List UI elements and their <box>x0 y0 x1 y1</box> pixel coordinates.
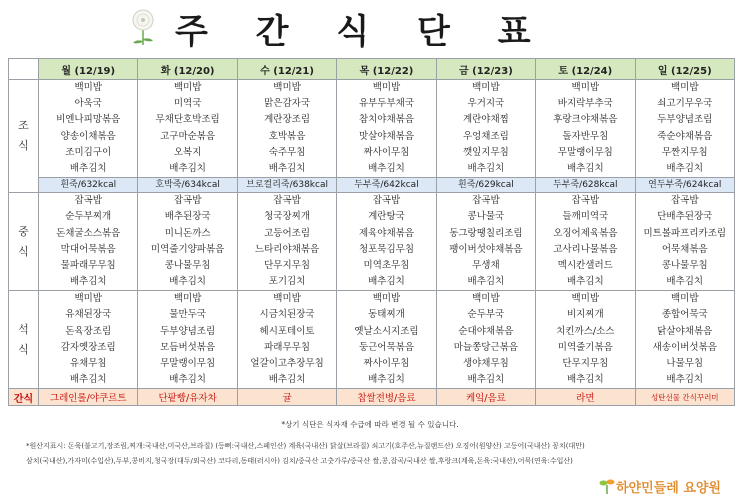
menu-item: 잡곡밥 <box>372 195 401 207</box>
menu-item: 숙주무침 <box>268 146 306 158</box>
menu-item: 무말랭이무침 <box>557 146 613 158</box>
day-header-row <box>9 59 735 80</box>
menu-cell <box>635 193 734 291</box>
menu-item: 느타리야채볶음 <box>254 243 320 255</box>
menu-item: 잡곡밥 <box>571 195 600 207</box>
menu-item: 무생채 <box>472 259 500 271</box>
menu-item: 시금치된장국 <box>259 309 315 321</box>
menu-item: 배추김치 <box>268 374 306 386</box>
menu-item: 막대어묵볶음 <box>60 243 116 255</box>
menu-item: 동그랑땡칠리조림 <box>449 227 523 239</box>
menu-item: 미트볼파프리카조림 <box>643 227 727 239</box>
menu-item: 청포묵김무침 <box>358 243 414 255</box>
menu-item: 미역줄기볶음 <box>557 341 613 353</box>
menu-item: 바지락부추국 <box>557 98 613 110</box>
menu-item: 순대야채볶음 <box>458 325 514 337</box>
menu-item: 양송이채볶음 <box>60 130 116 142</box>
menu-item: 고구마순볶음 <box>160 130 216 142</box>
meal-label-char: 중 <box>18 224 29 238</box>
day-header: 수 (12/21) <box>237 59 336 80</box>
meal-row <box>9 193 735 291</box>
meal-row <box>9 80 735 178</box>
menu-change-notice: *상기 식단은 식자재 수급에 따라 변경 될 수 있습니다. <box>281 420 459 429</box>
menu-item: 백미밥 <box>372 82 401 93</box>
menu-item: 배추김치 <box>69 162 107 174</box>
menu-item: 잡곡밥 <box>273 195 301 207</box>
menu-item: 고등어조림 <box>264 227 310 239</box>
menu-item: 팽이버섯야채볶음 <box>449 243 523 255</box>
menu-item: 맑은감자국 <box>264 98 310 110</box>
menu-item: 돈채굴소스볶음 <box>56 227 121 239</box>
menu-item: 헤시포테이토 <box>259 325 315 337</box>
menu-item: 고사리나물볶음 <box>553 243 618 255</box>
menu-item: 후랑크야채볶음 <box>553 114 618 126</box>
snack-cell: 단팥빵/유자차 <box>138 389 237 406</box>
menu-item: 감자옛장조림 <box>60 341 116 353</box>
menu-item: 무말랭이무침 <box>160 358 216 369</box>
menu-item: 참치야채볶음 <box>358 114 414 126</box>
menu-cell <box>337 193 436 291</box>
menu-item: 비지찌개 <box>566 309 604 321</box>
menu-cell <box>635 291 734 389</box>
menu-item: 백미밥 <box>173 82 202 93</box>
menu-item: 배추김치 <box>169 162 206 174</box>
day-header: 금 (12/23) <box>436 59 535 80</box>
menu-item: 모듬버섯볶음 <box>160 341 216 353</box>
menu-cell <box>337 291 436 389</box>
meal-label-char: 조 <box>18 119 29 133</box>
facility-name: 하얀민들레 요양원 <box>616 481 721 496</box>
menu-item: 옛날소시지조림 <box>354 325 419 337</box>
meal-label <box>9 80 39 193</box>
menu-item: 무채단호박조림 <box>155 114 220 126</box>
menu-cell <box>436 291 535 389</box>
menu-item: 배추김치 <box>368 374 405 386</box>
sprout-icon <box>599 477 615 495</box>
menu-item: 유채된장국 <box>65 309 112 321</box>
porridge-kcal-cell: 두부죽/628kcal <box>536 178 635 193</box>
menu-item: 오복지 <box>173 146 202 158</box>
menu-item: 백미밥 <box>74 82 102 93</box>
menu-cell <box>436 80 535 178</box>
menu-item: 미역초무침 <box>363 259 410 271</box>
menu-item: 죽순야채볶음 <box>657 130 713 142</box>
menu-cell <box>39 80 138 178</box>
facility-logo <box>599 475 739 499</box>
menu-item: 새송이버섯볶음 <box>652 341 717 353</box>
menu-item: 돌자반무침 <box>562 130 609 142</box>
menu-item: 백미밥 <box>173 293 202 305</box>
meal-label <box>9 291 39 389</box>
menu-item: 배추김치 <box>666 162 704 174</box>
menu-item: 잡곡밥 <box>472 195 500 207</box>
page-title: 주 간 식 단 표 <box>175 12 549 52</box>
menu-item: 비엔나피망볶음 <box>56 114 121 126</box>
menu-cell <box>138 193 237 291</box>
menu-cell <box>337 80 436 178</box>
menu-item: 배추김치 <box>169 276 206 288</box>
menu-item: 치킨까스/소스 <box>556 325 615 337</box>
menu-cell <box>536 193 635 291</box>
porridge-kcal-cell: 브로컬리죽/638kcal <box>237 178 336 193</box>
menu-item: 조미김구이 <box>65 146 112 158</box>
snack-cell: 귤 <box>237 389 336 406</box>
menu-item: 단무지무침 <box>264 259 310 271</box>
menu-item: 청국장찌개 <box>264 211 310 223</box>
menu-cell <box>138 80 237 178</box>
menu-cell <box>237 193 336 291</box>
menu-item: 배추김치 <box>169 374 206 386</box>
menu-item: 계란탕국 <box>368 211 405 223</box>
menu-item: 배추김치 <box>69 374 107 386</box>
menu-item: 백미밥 <box>273 293 301 305</box>
corner-cell <box>9 59 39 80</box>
menu-item: 콩나물무침 <box>164 259 211 271</box>
meal-label-char: 식 <box>18 342 29 356</box>
origin-notice-line1: *원산지표시: 돈육(불고기,장조림,찌개:국내산,미국산,브라질) (등뼈:국내산,스페인산) 계육(국내산) 닭살(브라질) 쇠고기(호주산,뉴질랜드산) 오징어(원양산) 고등어(국내산) 꽁치(대만) <box>26 442 585 450</box>
porridge-kcal-cell: 두부죽/642kcal <box>337 178 436 193</box>
menu-item: 단무지무침 <box>562 358 609 369</box>
snack-cell: 성탄선물 간식꾸러미 <box>635 389 734 406</box>
day-header: 화 (12/20) <box>138 59 237 80</box>
menu-item: 콩나물국 <box>467 211 505 223</box>
menu-item: 백미밥 <box>571 293 600 305</box>
menu-item: 동태찌개 <box>368 309 405 321</box>
menu-item: 무짠지무침 <box>661 146 708 158</box>
menu-item: 배추김치 <box>69 276 107 288</box>
menu-item: 두부양념조림 <box>160 325 216 337</box>
menu-item: 유채무침 <box>69 358 107 369</box>
menu-item: 얼갈이고추장무침 <box>250 358 324 369</box>
menu-item: 백미밥 <box>571 82 600 93</box>
menu-item: 계란장조림 <box>264 114 310 126</box>
menu-cell <box>39 291 138 389</box>
snack-label: 간식 <box>9 389 39 406</box>
menu-item: 잡곡밥 <box>74 195 102 207</box>
menu-item: 쇠고기무우국 <box>657 98 713 110</box>
menu-item: 배추김치 <box>268 162 306 174</box>
menu-item: 멕시칸샐러드 <box>557 259 613 271</box>
menu-item: 배추김치 <box>467 374 505 386</box>
snack-cell: 그레인롤/야쿠르트 <box>39 389 138 406</box>
day-header: 월 (12/19) <box>39 59 138 80</box>
menu-item: 배추김치 <box>666 276 704 288</box>
origin-notice-line2: 삼치(국내산),가자미(수입산),두부,콩비지,청국장(대두/외국산) 코다리,동태(러시아) 김치/중국산 고춧가루/중국산 쌀,콩,잡곡/국내산 쌀,후랑크(계육,돈육:국내산),어묵(연육:수입산) <box>26 457 573 465</box>
day-header: 토 (12/24) <box>536 59 635 80</box>
menu-item: 오징어제육볶음 <box>553 227 618 239</box>
menu-item: 배추김치 <box>566 276 604 288</box>
day-header: 목 (12/22) <box>337 59 436 80</box>
menu-item: 배추김치 <box>566 374 604 386</box>
menu-item: 파래무무침 <box>264 341 310 353</box>
menu-item: 어묵채볶음 <box>661 243 708 255</box>
menu-cell <box>536 80 635 178</box>
menu-item: 콩나물무침 <box>661 259 708 271</box>
menu-item: 미역국 <box>173 98 202 110</box>
menu-cell <box>39 193 138 291</box>
porridge-kcal-cell: 흰죽/632kcal <box>39 178 138 193</box>
menu-item: 배추김치 <box>467 162 505 174</box>
menu-cell <box>536 291 635 389</box>
menu-item: 단배추된장국 <box>657 211 713 223</box>
menu-item: 배추된장국 <box>164 211 211 223</box>
menu-item: 백미밥 <box>472 293 500 305</box>
weekly-menu-table <box>8 58 735 406</box>
menu-item: 생야채무침 <box>462 358 509 369</box>
menu-item: 제육야채볶음 <box>358 227 414 239</box>
snack-cell: 라면 <box>536 389 635 406</box>
menu-item: 잡곡밥 <box>671 195 699 207</box>
menu-item: 마늘쫑당근볶음 <box>453 341 519 353</box>
day-header: 일 (12/25) <box>635 59 734 80</box>
dandelion-icon <box>126 9 160 47</box>
snack-row <box>9 389 735 406</box>
menu-item: 미역줄기양파볶음 <box>150 243 225 255</box>
snack-cell: 찹쌀전병/음료 <box>337 389 436 406</box>
menu-item: 순두부국 <box>467 309 505 321</box>
menu-item: 닭살야채볶음 <box>657 325 713 337</box>
menu-item: 우거지국 <box>467 98 505 110</box>
menu-item: 배추김치 <box>467 276 505 288</box>
menu-item: 아욱국 <box>74 98 102 110</box>
porridge-kcal-row <box>9 178 735 193</box>
menu-item: 둥근어묵볶음 <box>358 341 414 353</box>
menu-item: 포기김치 <box>268 276 306 288</box>
menu-item: 우엉채조림 <box>462 130 509 142</box>
menu-cell <box>436 193 535 291</box>
meal-row <box>9 291 735 389</box>
menu-item: 백미밥 <box>74 293 102 305</box>
menu-item: 배추김치 <box>368 276 405 288</box>
menu-item: 물파래무무침 <box>60 259 116 271</box>
meal-label <box>9 193 39 291</box>
menu-item: 종합어묵국 <box>661 309 708 321</box>
snack-cell: 케잌/음료 <box>436 389 535 406</box>
menu-item: 잡곡밥 <box>173 195 202 207</box>
menu-item: 돈육장조림 <box>65 325 112 337</box>
porridge-kcal-cell: 연두부죽/624kcal <box>635 178 734 193</box>
menu-item: 백미밥 <box>273 82 301 93</box>
menu-item: 백미밥 <box>671 293 699 305</box>
meal-label-char: 석 <box>18 322 29 336</box>
menu-item: 들깨미역국 <box>562 211 609 223</box>
menu-item: 배추김치 <box>368 162 405 174</box>
menu-cell <box>138 291 237 389</box>
menu-item: 물만두국 <box>169 309 206 321</box>
menu-item: 백미밥 <box>671 82 699 93</box>
menu-item: 맛살야채볶음 <box>358 130 414 142</box>
menu-item: 깻잎지무침 <box>462 146 509 158</box>
menu-item: 나물무침 <box>666 358 704 369</box>
menu-item: 미니돈까스 <box>164 227 211 239</box>
porridge-kcal-cell: 호박죽/634kcal <box>138 178 237 193</box>
menu-item: 호박볶음 <box>268 130 306 142</box>
menu-cell <box>237 291 336 389</box>
menu-item: 백미밥 <box>372 293 401 305</box>
menu-item: 짜사이무침 <box>363 358 410 369</box>
menu-item: 짜사이무침 <box>363 146 410 158</box>
header <box>0 0 740 52</box>
menu-item: 유부두부채국 <box>358 98 414 110</box>
menu-item: 배추김치 <box>566 162 604 174</box>
menu-cell <box>237 80 336 178</box>
menu-cell <box>635 80 734 178</box>
menu-item: 계란야채찜 <box>462 114 509 126</box>
porridge-kcal-cell: 흰죽/629kcal <box>436 178 535 193</box>
menu-item: 순두부찌개 <box>65 211 112 223</box>
menu-item: 두부양념조림 <box>657 114 713 126</box>
menu-item: 백미밥 <box>472 82 500 93</box>
meal-label-char: 식 <box>18 139 29 153</box>
menu-item: 배추김치 <box>666 374 704 386</box>
meal-label-char: 식 <box>18 244 29 258</box>
